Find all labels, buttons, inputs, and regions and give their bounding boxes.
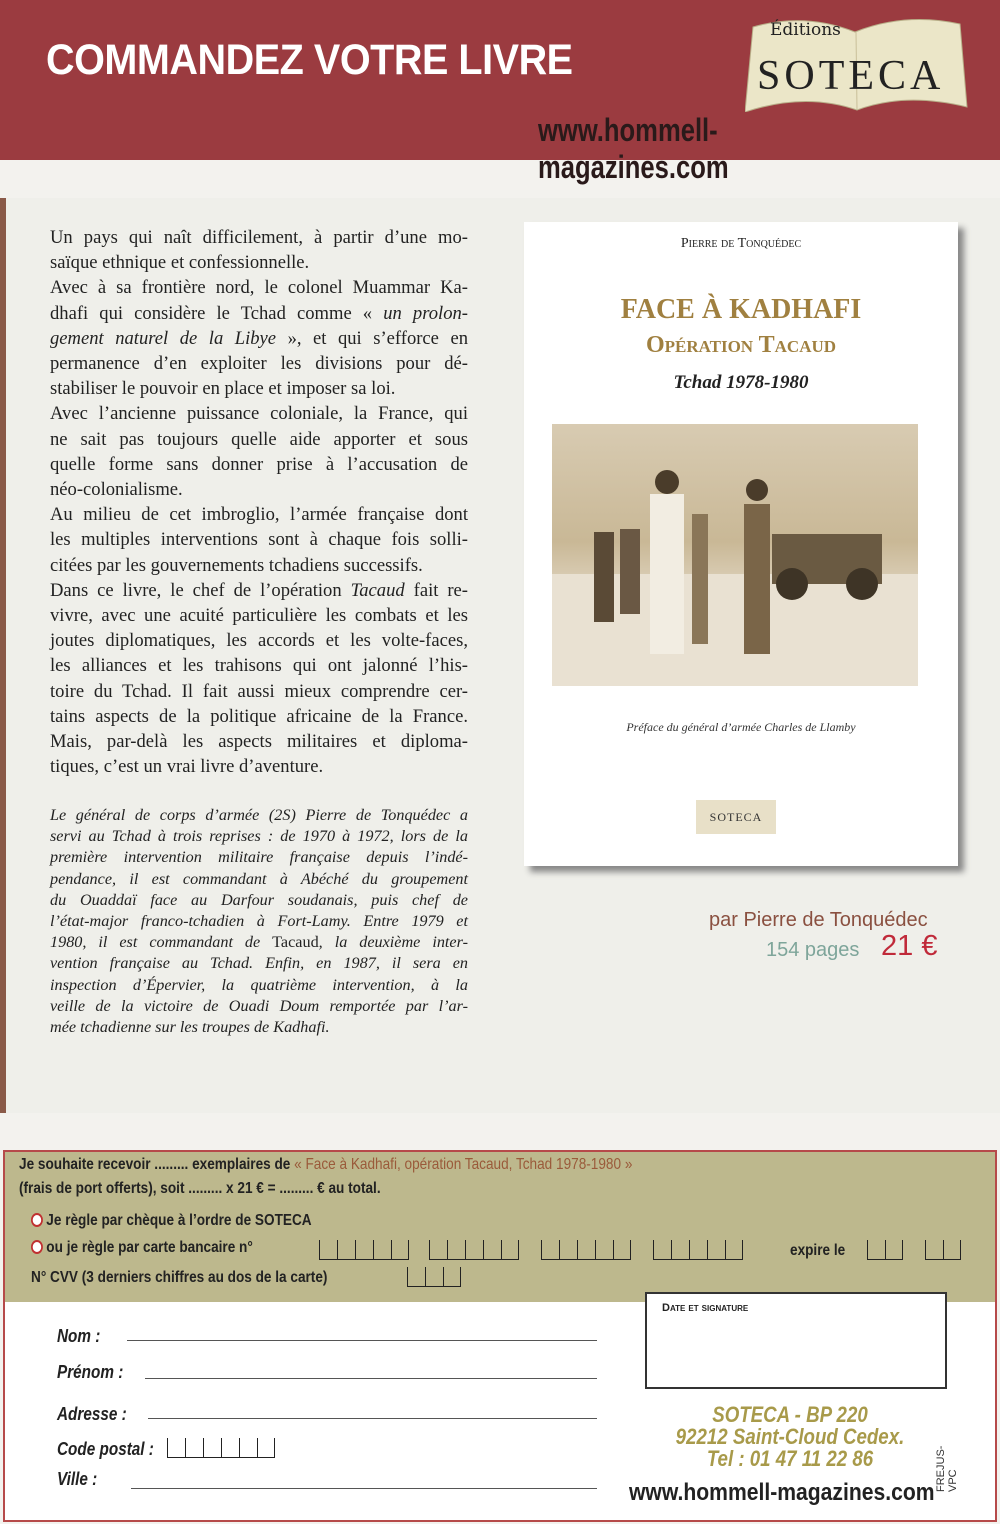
text-line: veille de la victoire de Ouadi Doum remportée par l’ar- (50, 996, 468, 1015)
card-number-group-1[interactable] (319, 1240, 409, 1260)
signature-field[interactable]: Date et signature (645, 1292, 947, 1389)
text-line: Mais, par-delà les aspects militaires et diploma- (50, 731, 468, 753)
cover-subtitle: Opération Tacaud (645, 332, 837, 358)
text-line: les multiples interventions sont à chaque fois solli- (50, 529, 468, 551)
text-line: l’état-major franco-tchadien à Fort-Lamy. Entre 1979 et (50, 912, 468, 931)
expiry-month[interactable] (867, 1240, 903, 1260)
text-line: inspection d’Épervier, la quatrième intervention, à la (50, 975, 468, 994)
text-line: Dans ce livre, le chef de l’opération Tacaud fait re- (50, 579, 468, 601)
text-line: permanence d’en exploiter les divisions pour dé- (50, 353, 468, 375)
text-line: dhafi qui considère le Tchad comme « un prolon- (50, 302, 468, 324)
card-number-group-4[interactable] (653, 1240, 743, 1260)
code-postal-label: Code postal : (57, 1439, 154, 1459)
page-title: COMMANDEZ VOTRE LIVRE (46, 36, 573, 84)
book-pages: 154 pages (766, 939, 860, 961)
expiry-label: expire le (790, 1242, 846, 1259)
text-line: vention française au Tchad. Enfin, en 1987, il sera en (50, 954, 468, 973)
card-number-group-3[interactable] (541, 1240, 631, 1260)
adresse-label: Adresse : (57, 1404, 127, 1424)
text-line: tains aspects de la politique africaine de la France. (50, 705, 468, 727)
ville-field[interactable] (131, 1488, 597, 1489)
text-line: Avec l’ancienne puissance coloniale, la France, qui (50, 403, 468, 425)
printer-credit: FREJUS-VPC (935, 1445, 959, 1492)
text-line: vivre, avec une acuité particulière les combats et les (50, 605, 468, 627)
text-line: Le général de corps d’armée (2S) Pierre de Tonquédec a (50, 806, 468, 824)
postal-address: SOTECA - BP 220 92212 Saint-Cloud Cedex. Tel : 01 47 11 22 86 (675, 1402, 905, 1471)
text-line: pendance, il est commandant à Abéché du groupement (50, 869, 468, 888)
text-line: mée tchadienne sur les troupes de Kadhafi. (50, 1018, 330, 1037)
nom-label: Nom : (57, 1326, 101, 1346)
radio-card[interactable] (31, 1240, 43, 1254)
card-number-group-2[interactable] (429, 1240, 519, 1260)
cvv-input[interactable] (407, 1267, 461, 1287)
soldiers-photo-image (552, 424, 918, 686)
text-line: Au milieu de cet imbroglio, l’armée française dont (50, 504, 468, 526)
soteca-logo: Éditions SOTECA (745, 12, 970, 112)
text-line: stabiliser le pouvoir en place et imposer sa loi. (50, 378, 396, 400)
text-line: tiques, c’est un vrai livre d’aventure. (50, 756, 324, 778)
order-form (3, 1150, 997, 1522)
text-line: citées par les gouvernements tchadiens successifs. (50, 554, 423, 576)
text-line: gement naturel de la Libye », et qui s’efforce en (50, 327, 468, 349)
adresse-field[interactable] (148, 1418, 597, 1419)
author-biography (50, 805, 468, 1038)
cover-publisher-logo: SOTECA (696, 800, 776, 834)
payment-cheque-option[interactable]: Je règle par chèque à l’ordre de SOTECA (31, 1212, 312, 1230)
book-author: par Pierre de Tonquédec (709, 909, 928, 931)
cover-title: FACE À KADHAFI (620, 294, 862, 325)
ville-label: Ville : (57, 1469, 98, 1489)
quantity-line[interactable]: Je souhaite recevoir ......... exemplaires de « Face à Kadhafi, opération Tacaud, Tchad 1978-1980 » (19, 1156, 633, 1173)
text-line: du Ouaddaï face au Darfour soudanais, puis chef de (50, 890, 468, 909)
website-link[interactable]: www.hommell-magazines.com (538, 112, 729, 185)
text-line: servi au Tchad à trois reprises : de 1970 à 1972, lors de la (50, 827, 468, 846)
cover-author: Pierre de Tonquédec (680, 236, 802, 251)
prenom-label: Prénom : (57, 1362, 124, 1382)
total-line[interactable]: (frais de port offerts), soit ......... x 21 € = ......... € au total. (19, 1180, 381, 1197)
book-description (50, 225, 468, 779)
cvv-label: N° CVV (3 derniers chiffres au dos de la carte) (31, 1269, 328, 1286)
text-line: ne sait pas toujours quelle aide apporter et sous (50, 428, 468, 450)
nom-field[interactable] (127, 1340, 597, 1341)
text-line: première intervention militaire française depuis l’indé- (50, 848, 468, 867)
prenom-field[interactable] (145, 1378, 597, 1379)
text-line: les alliances et les trahisons qui ont jalonné l’his- (50, 655, 468, 677)
text-line: joutes diplomatiques, les accords et les volte-faces, (50, 630, 468, 652)
code-postal-field[interactable] (167, 1438, 275, 1458)
text-line: Avec à sa frontière nord, le colonel Muammar Ka- (50, 277, 468, 299)
footer-website-link[interactable]: www.hommell-magazines.com (629, 1479, 935, 1506)
cover-preface: Préface du général d’armée Charles de Llamby (626, 720, 856, 734)
text-line: Un pays qui naît difficilement, à partir d’une mo- (50, 227, 468, 248)
cover-dates: Tchad 1978-1980 (673, 372, 809, 393)
text-line: 1980, il est commandant de Tacaud, la deuxième inter- (50, 933, 468, 952)
radio-cheque[interactable] (31, 1213, 43, 1227)
book-price: 21 € (881, 930, 938, 962)
header-banner (0, 0, 1000, 185)
expiry-year[interactable] (925, 1240, 961, 1260)
payment-card-option[interactable]: ou je règle par carte bancaire n° (31, 1239, 253, 1257)
text-line: quelle forme sans donner prise à l’accusation de (50, 453, 468, 475)
book-cover (524, 222, 958, 866)
cover-photo (552, 424, 918, 686)
text-line: néo-colonialisme. (50, 479, 183, 501)
text-line: saïque ethnique et confessionnelle. (50, 252, 310, 274)
text-line: toire du Tchad. Il fait aussi mieux comprendre cer- (50, 680, 468, 702)
